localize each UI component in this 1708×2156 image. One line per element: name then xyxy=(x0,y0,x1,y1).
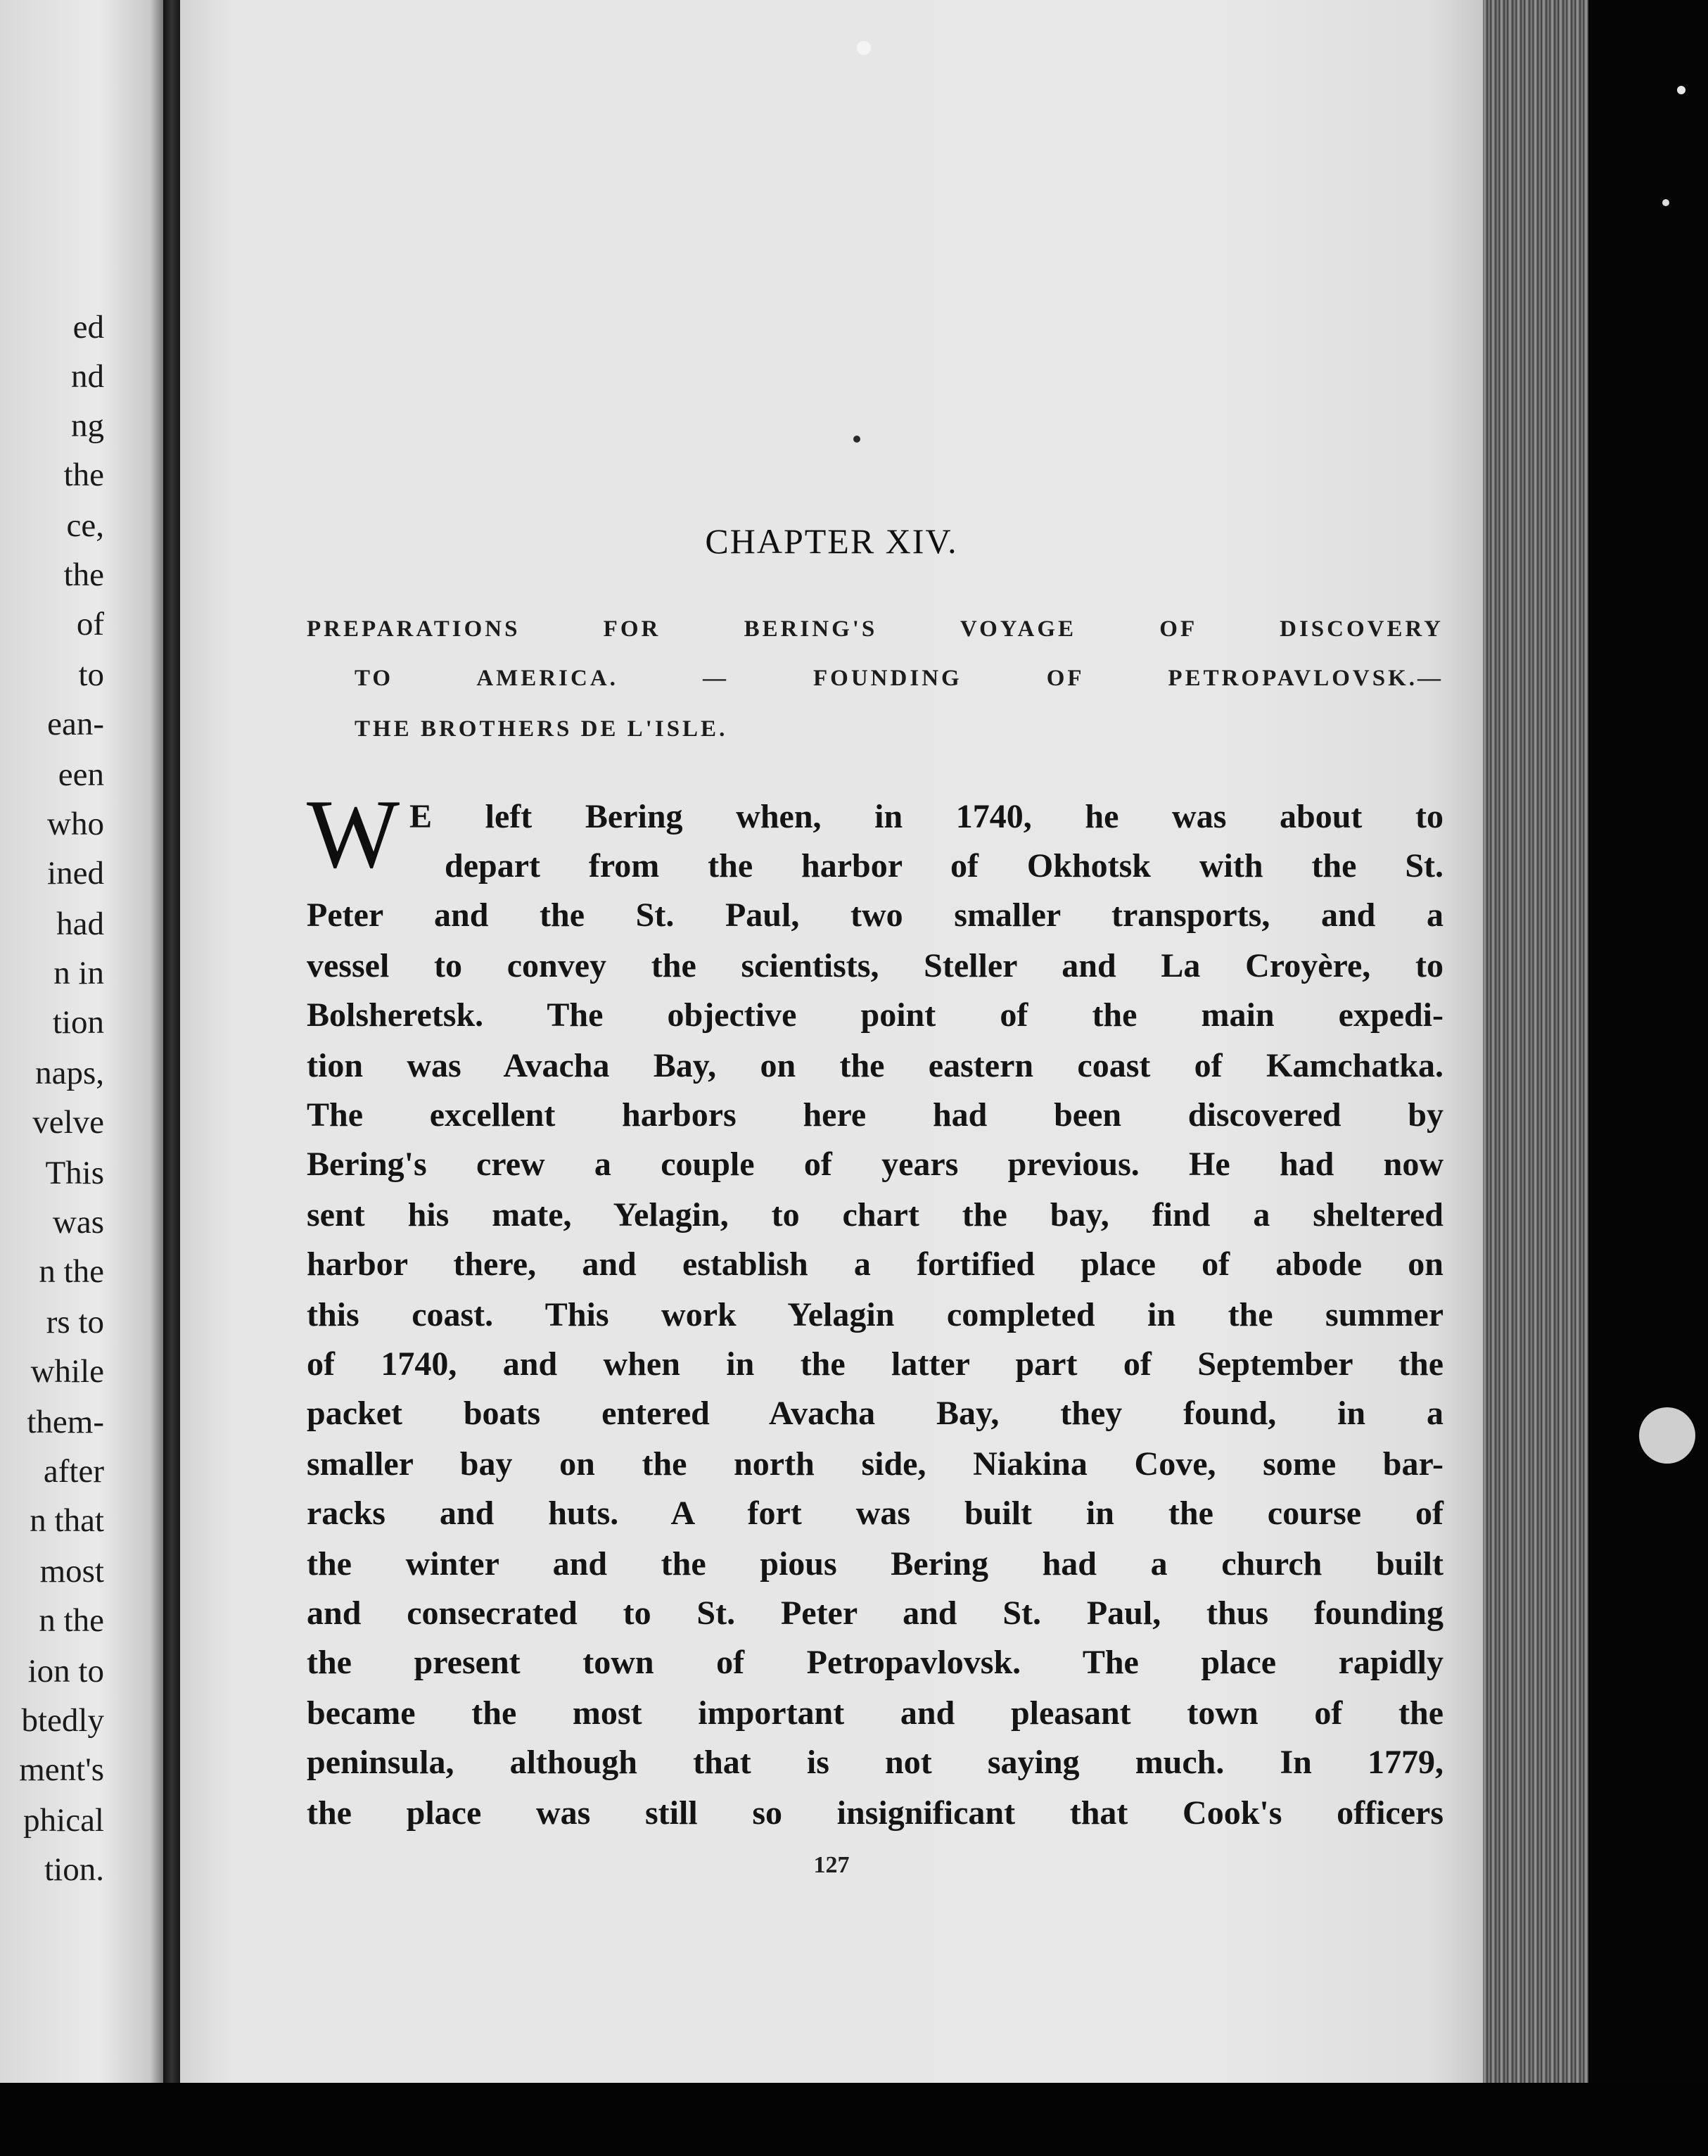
left-page-line: them- xyxy=(27,1404,104,1440)
left-page-line: ean- xyxy=(47,706,104,742)
left-page-line: phical xyxy=(23,1802,104,1839)
body-line: of 1740, and when in the latter part of September the xyxy=(307,1345,1443,1383)
left-page-line: tion. xyxy=(44,1851,104,1888)
dust-speck xyxy=(1677,86,1685,94)
chapter-subhead-line: TO AMERICA. — FOUNDING OF PETROPAVLOVSK.— xyxy=(355,666,1443,691)
dust-speck xyxy=(1662,199,1669,206)
body-line: became the most important and pleasant town of the xyxy=(307,1694,1443,1732)
left-page-line: This xyxy=(45,1155,104,1191)
drop-cap: W xyxy=(307,780,400,889)
left-page-line: had xyxy=(56,906,104,942)
left-page xyxy=(0,0,163,2083)
left-page-line: ng xyxy=(71,407,104,444)
dust-blot xyxy=(1639,1407,1695,1464)
left-page-line: the xyxy=(63,557,104,593)
body-line: Peter and the St. Paul, two smaller transports, and a xyxy=(307,896,1443,934)
body-line: the place was still so insignificant that Cook's officers xyxy=(307,1794,1443,1832)
left-page-line: ion to xyxy=(27,1653,104,1689)
left-page-line: velve xyxy=(32,1104,104,1141)
page-number: 127 xyxy=(813,1852,850,1878)
left-page-line: nd xyxy=(71,358,104,395)
left-page-line: n the xyxy=(39,1253,104,1290)
left-page-line: n in xyxy=(53,955,104,991)
body-line: E left Bering when, in 1740, he was about to xyxy=(409,798,1443,835)
left-page-line: btedly xyxy=(21,1702,104,1739)
left-page-line: to xyxy=(78,657,104,693)
body-line: Bolsheretsk. The objective point of the main expedi- xyxy=(307,996,1443,1034)
body-line: Bering's crew a couple of years previous. He had now xyxy=(307,1146,1443,1183)
body-line: racks and huts. A fort was built in the course of xyxy=(307,1495,1443,1532)
left-page-line: ment's xyxy=(19,1751,104,1788)
left-page-line: n that xyxy=(30,1502,104,1539)
body-line: peninsula, although that is not saying much. In 1779, xyxy=(307,1744,1443,1781)
left-page-line: who xyxy=(47,806,104,842)
body-line: this coast. This work Yelagin completed in the summer xyxy=(307,1296,1443,1333)
left-page-line: rs to xyxy=(46,1304,104,1340)
body-line: the present town of Petropavlovsk. The place rapidly xyxy=(307,1644,1443,1681)
left-page-line: ce, xyxy=(66,507,104,544)
left-page-line: was xyxy=(52,1204,104,1241)
body-line: The excellent harbors here had been discovered by xyxy=(307,1096,1443,1134)
left-page-line: een xyxy=(58,756,104,793)
left-page-line: while xyxy=(30,1353,104,1390)
left-page-line: n the xyxy=(39,1602,104,1639)
body-line: sent his mate, Yelagin, to chart the bay, find a sheltered xyxy=(307,1196,1443,1234)
scan-background xyxy=(0,2083,1708,2156)
body-line: smaller bay on the north side, Niakina Cove, some bar- xyxy=(307,1445,1443,1483)
body-line: depart from the harbor of Okhotsk with the St. xyxy=(445,847,1443,884)
left-page-line: naps, xyxy=(35,1055,104,1091)
body-line: tion was Avacha Bay, on the eastern coast of Kamchatka. xyxy=(307,1047,1443,1084)
body-line: packet boats entered Avacha Bay, they found, in a xyxy=(307,1395,1443,1432)
left-page-line: ined xyxy=(47,855,104,892)
chapter-subhead-line: PREPARATIONS FOR BERING'S VOYAGE OF DISCOVERY xyxy=(307,616,1443,642)
body-line: and consecrated to St. Peter and St. Paul, thus founding xyxy=(307,1594,1443,1632)
page-edges xyxy=(1483,0,1588,2083)
chapter-title: CHAPTER XIV. xyxy=(705,521,958,561)
left-page-line: the xyxy=(63,457,104,493)
left-page-line: tion xyxy=(52,1004,104,1041)
book-gutter xyxy=(163,0,180,2083)
left-page-line: most xyxy=(39,1553,104,1590)
left-page-line: after xyxy=(43,1453,104,1490)
body-line: the winter and the pious Bering had a church built xyxy=(307,1545,1443,1583)
left-page-line: of xyxy=(76,606,104,642)
chapter-subhead-line: THE BROTHERS DE L'ISLE. xyxy=(355,716,728,742)
left-page-line: ed xyxy=(72,309,104,345)
body-line: vessel to convey the scientists, Steller and La Croyère, to xyxy=(307,947,1443,984)
body-line: harbor there, and establish a fortified place of abode on xyxy=(307,1245,1443,1283)
right-page xyxy=(180,0,1483,2083)
